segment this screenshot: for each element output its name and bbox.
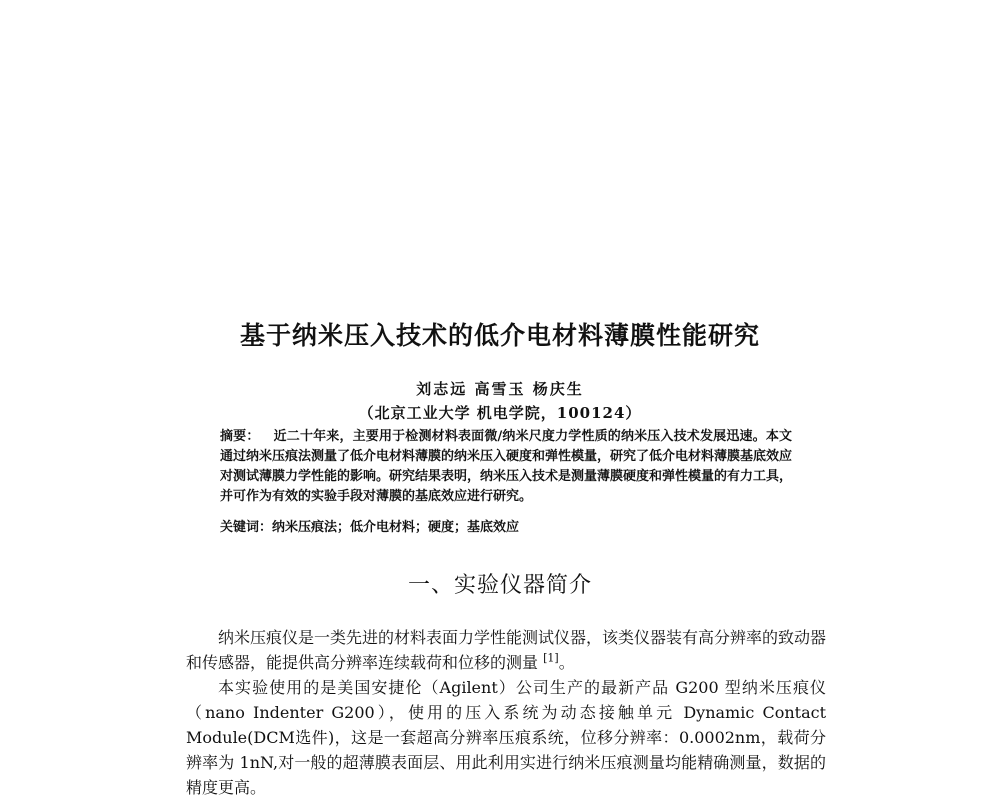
abstract	[220, 427, 792, 507]
affiliation: （北京工业大学 机电学院，100124）	[358, 404, 642, 422]
paper-title: 基于纳米压入技术的低介电材料薄膜性能研究	[239, 321, 760, 350]
paragraph-1-tail: 。	[558, 653, 575, 672]
keywords	[220, 518, 792, 538]
abstract-label: 摘要：	[220, 429, 260, 444]
section-heading: 一、实验仪器简介	[407, 573, 592, 598]
paragraph-1	[186, 625, 826, 675]
citation-1: [1]	[543, 651, 559, 665]
author-list: 刘志远 高雪玉 杨庆生	[416, 380, 584, 398]
keywords-label: 关键词：	[220, 520, 273, 535]
abstract-text: 近二十年来，主要用于检测材料表面微/纳米尺度力学性质的纳米压入技术发展迅速。本文通过纳米压痕法测量了低介电材料薄膜的纳米压入硬度和弹性模量，研究了低介电材料薄膜基底效应对测试薄膜力学性能的影响。研究结果表明，纳米压入技术是测量薄膜硬度和弹性模量的有力工具，并可作为有效的实验手段对薄膜的基底效应进行研究。	[220, 429, 793, 504]
keywords-text: 纳米压痕法；低介电材料；硬度；基底效应	[272, 520, 520, 535]
paragraph-1-text: 纳米压痕仪是一类先进的材料表面力学性能测试仪器，该类仪器装有高分辨率的致动器和传感器，能提供高分辨率连续载荷和位移的测量	[186, 628, 827, 672]
paragraph-2: 本实验使用的是美国安捷伦（Agilent）公司生产的最新产品 G200 型纳米压痕仪（nano Indenter G200），使用的压入系统为动态接触单元 Dynamic Contact Module(DCM选件)，这是一套超高分辨率压痕系统，位移分辨率：0.0002nm，载荷分辨率为 1nN,对一般的超薄膜表面层、用此利用实进行纳米压痕测量均能精确测量，数据的精度更高。	[186, 678, 826, 797]
body-text	[186, 625, 826, 800]
